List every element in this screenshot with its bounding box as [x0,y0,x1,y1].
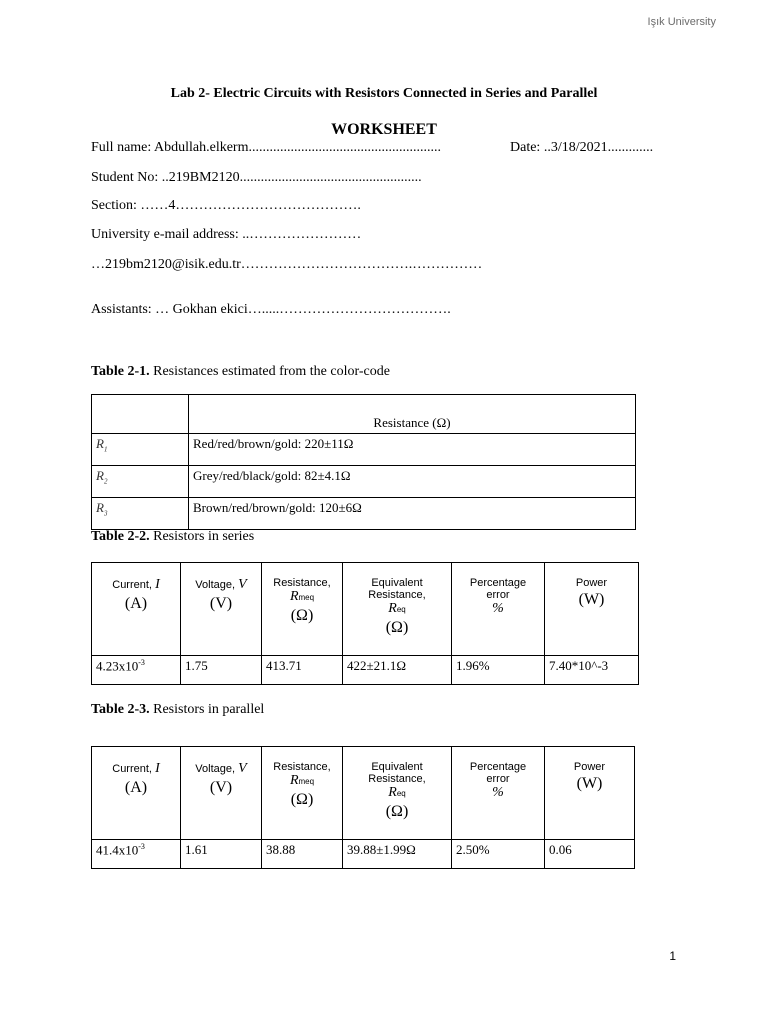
worksheet-heading: WORKSHEET [331,121,437,138]
table-row: $4.23x10^{-3}$ 1.75 413.71 422±21.1Ω 1.96% 7.40*10^-3 [92,656,639,685]
assistants-line: Assistants: … Gokhan ekici….....………………………………. [91,302,451,317]
date-line: Date: ..3/18/2021............. [510,140,654,155]
resistance-header: Resistance (Ω) [189,395,636,434]
header-university: Işık University [647,16,716,28]
parallel-table: Current, I (A) Voltage, V (V) Resistance, Rmeq (Ω) Equivalent Resistance, Req (Ω) Percentage error % Power (W) $41.4x10^{-3}$ 1.61 38.88 39.88±1.99Ω 2.50% 0.06 [91,746,635,869]
table3-caption: Table 2-3. Resistors in parallel [91,702,265,717]
table2-caption: Table 2-2. Resistors in series [91,529,255,544]
email-label-line: University e-mail address: ..…………………… [91,227,362,242]
table-row: $R_1$ Red/red/brown/gold: 220±11Ω [92,434,636,466]
table-row: $R_3$ Brown/red/brown/gold: 120±6Ω [92,498,636,530]
lab-title: Lab 2- Electric Circuits with Resistors Connected in Series and Parallel [170,86,598,101]
table1-caption: Table 2-1. Resistances estimated from the color-code [91,364,390,379]
color-code-table [91,394,636,530]
page-number: 1 [669,949,676,963]
student-no-line: Student No: ..219BM2120.................................................... [91,170,422,185]
series-table: Current, I (A) Voltage, V (V) Resistance, Rmeq (Ω) Equivalent Resistance, Req (Ω) Percentage error % Power (W) $4.23x10^{-3}$ 1.75 413.71 422±21.1Ω 1.96% 7.40*10^-3 [91,562,639,685]
section-line: Section: ……4…………………………………. [91,198,361,213]
full-name-line: Full name: Abdullah.elkerm....................................................... [91,140,441,155]
table-row: $R_2$ Grey/red/black/gold: 82±4.1Ω [92,466,636,498]
table-row: $41.4x10^{-3}$ 1.61 38.88 39.88±1.99Ω 2.50% 0.06 [92,840,635,869]
email-value-line: …219bm2120@isik.edu.tr……………………………….…………… [91,257,483,272]
